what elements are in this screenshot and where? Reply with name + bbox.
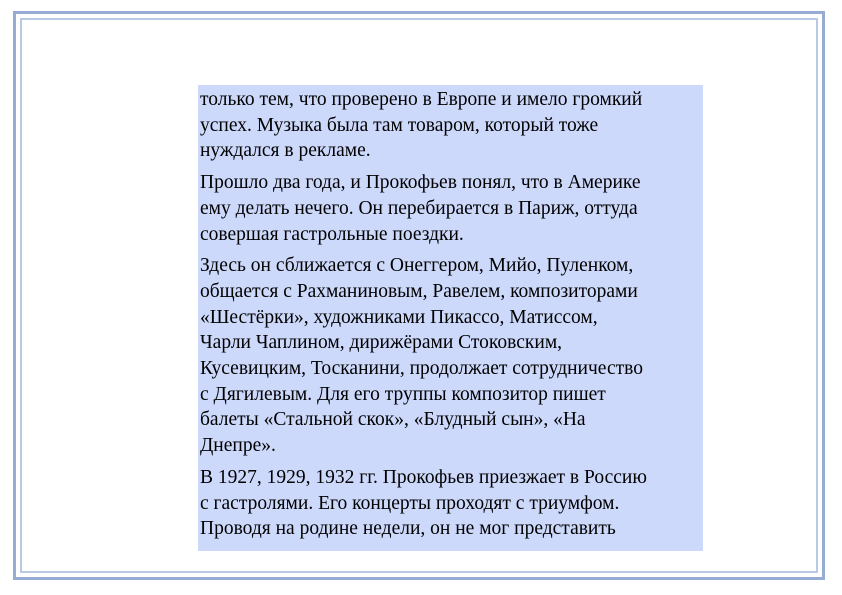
text-line: ему делать нечего. Он перебирается в Париж, оттуда (200, 197, 638, 219)
text-block (198, 85, 703, 551)
text-line: «Шестёрки», художниками Пикассо, Матиссом, (200, 306, 598, 328)
text-line: совершая гастрольные поездки. (200, 223, 464, 245)
text-line: успех. Музыка была там товаром, который тоже (200, 114, 599, 136)
text-line: только тем, что проверено в Европе и имело громкий (200, 89, 643, 110)
paragraph-4 (200, 465, 703, 542)
text-line: В 1927, 1929, 1932 гг. Прокофьев приезжает в Россию (200, 466, 647, 488)
text-line: Проводя на родине недели, он не мог представить (200, 518, 616, 540)
paragraph-1 (200, 87, 703, 164)
text-line: Здесь он сближается с Онеггером, Мийо, Пуленком, (200, 255, 634, 277)
paragraph-3 (200, 253, 703, 459)
text-line: балеты «Стальной скок», «Блудный сын», «На (200, 409, 586, 431)
paragraph-2 (200, 170, 703, 247)
text-line: с гастролями. Его концерты проходят с триумфом. (200, 492, 620, 514)
text-line: с Дягилевым. Для его труппы композитор пишет (200, 383, 606, 405)
text-line: Днепре». (200, 435, 276, 457)
text-line: общается с Рахманиновым, Равелем, композиторами (200, 280, 638, 302)
text-line: Чарли Чаплином, дирижёрами Стоковским, (200, 332, 563, 354)
text-line: Кусевицким, Тосканини, продолжает сотрудничество (200, 358, 643, 380)
text-line: нуждался в рекламе. (200, 140, 371, 162)
text-line: Прошло два года, и Прокофьев понял, что в Америке (200, 172, 641, 194)
